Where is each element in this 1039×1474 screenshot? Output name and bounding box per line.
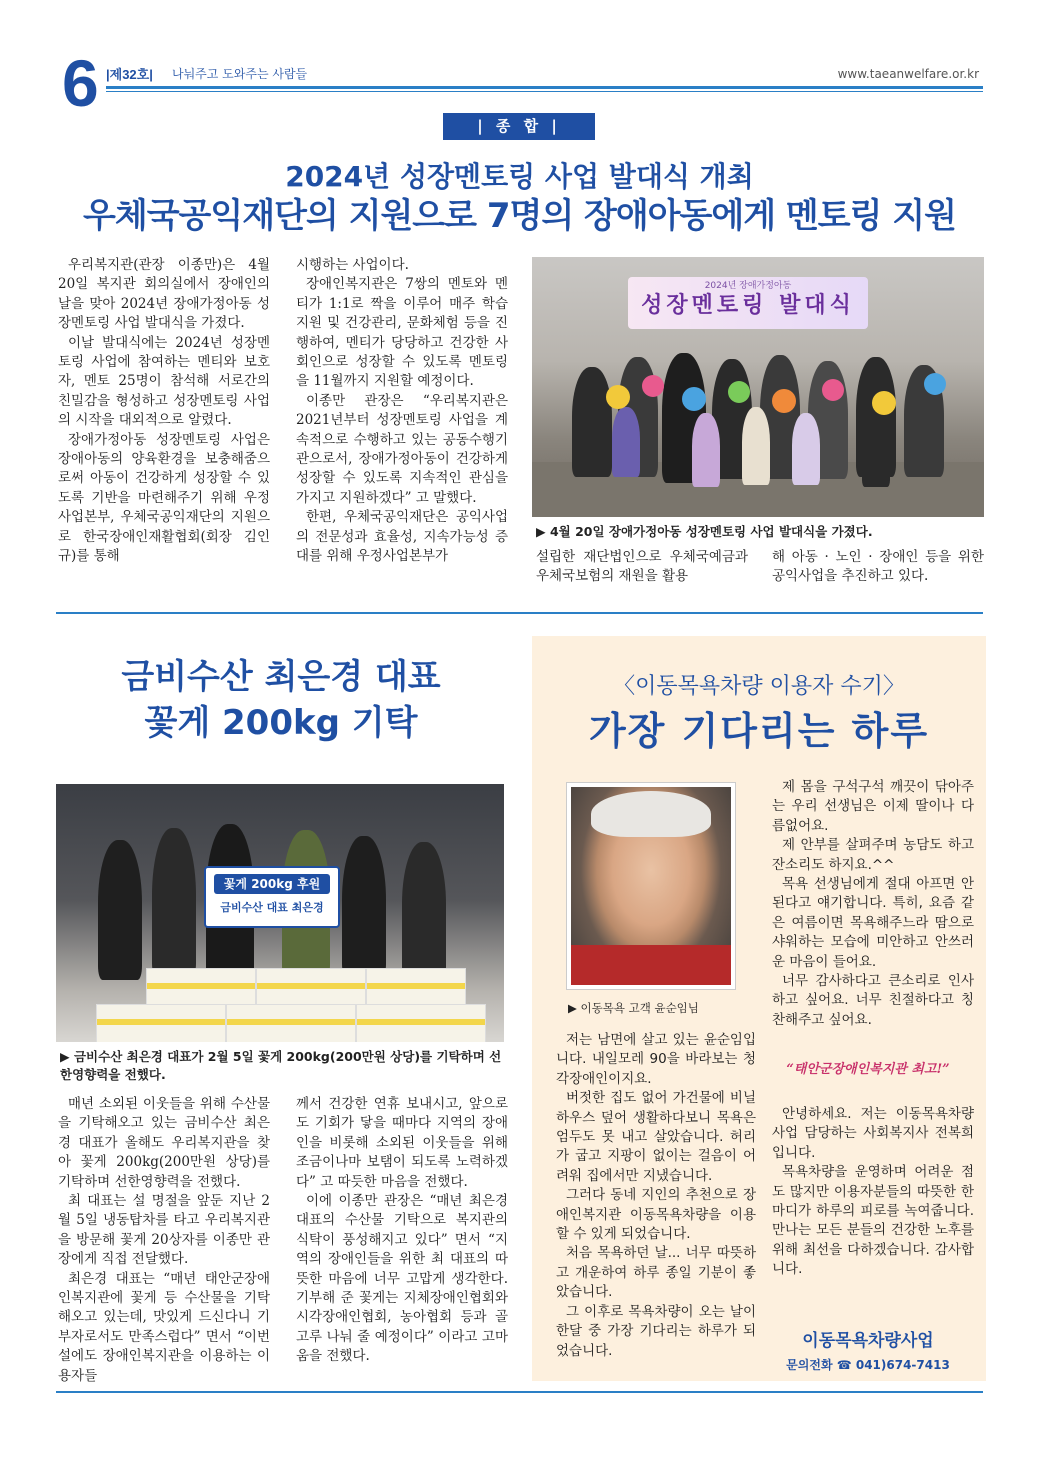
sidebar-right-column (772, 778, 974, 1030)
balloon (728, 381, 750, 403)
child-figure (612, 407, 640, 477)
page-number: 6 (62, 46, 99, 120)
styrofoam-box (356, 1004, 486, 1042)
balloon (924, 373, 946, 395)
banner-title: 성장멘토링 발대식 (641, 293, 855, 318)
issue-number: |제32호| (106, 67, 153, 82)
paragraph: 저는 남면에 살고 있는 윤순임입니다. 내일모레 90을 바라보는 청각장애인이지요. (556, 1032, 756, 1087)
article1-title: 우체국공익재단의 지원으로 7명의 장애아동에게 멘토링 지원 (83, 196, 956, 236)
paragraph: 목욕 선생님에게 절대 아프면 안 된다고 얘기합니다. 특히, 요즘 같은 여름이면 목욕해주느라 땀으로 샤워하는 모습에 미안하고 안쓰러운 마음이 들어요. (772, 876, 974, 970)
sign-line-1: 꽃게 200kg 후원 (214, 874, 330, 894)
donation-photo (56, 784, 504, 1042)
styrofoam-box (96, 1004, 226, 1042)
article2-column-1 (58, 1095, 270, 1386)
paragraph: 너무 감사하다고 큰소리로 인사하고 싶어요. 너무 친절하다고 칭찬해주고 싶어요. (772, 973, 974, 1028)
person-figure (152, 828, 196, 978)
person-figure (342, 836, 386, 978)
article2-title-line2: 꽃게 200kg 기탁 (144, 702, 418, 743)
article1-column-3: 설립한 재단법인으로 우체국예금과 우체국보험의 재원을 활용 (536, 549, 748, 585)
paragraph: 최 대표는 설 명절을 앞둔 지난 2월 5일 냉동탑차를 타고 우리복지관을 방문해 꽃게 20상자를 이종만 관장에게 직접 전달했다. (58, 1193, 270, 1268)
balloon (872, 391, 896, 415)
paragraph: 장애가정아동 성장멘토링 사업은 장애아동의 양육환경을 보충해줌으로써 아동이 건강하게 성장할 수 있도록 기반을 마련해주기 위해 우정사업본부, 우체국공익재단의 지원으로 한국장애인재활협회(회장 김인규)를 통해 (58, 431, 270, 565)
portrait-image (571, 787, 731, 985)
sign-line-2: 금비수산 대표 최은경 (220, 901, 324, 914)
balloon (682, 387, 706, 411)
header-rule-thin (106, 91, 983, 92)
article2-title (56, 655, 506, 747)
paragraph: 목욕차량을 운영하며 어려운 점도 많지만 이용자분들의 따뜻한 한마디가 하루의 피로를 녹여줍니다. 만나는 모든 분들의 건강한 노후를 위해 최선을 다하겠습니다. 감사합니다. (772, 1164, 974, 1278)
balloon (606, 385, 630, 409)
child-figure (862, 417, 890, 487)
business-name: 이동목욕차량사업 (802, 1331, 934, 1351)
paragraph: 최은경 대표는 “매년 태안군장애인복지관에 꽃게 등 수산물을 기탁해오고 있는데, 맛있게 드신다니 기부자로서도 만족스럽다” 면서 “이번 설에도 장애인복지관을 이용하는 이용자들 (58, 1270, 270, 1384)
section-divider (56, 612, 983, 614)
paragraph: 버젓한 집도 없어 가건물에 비닐하우스 덮어 생활하다보니 목욕은 엄두도 못 내고 살았습니다. 허리가 굽고 지팡이 없이는 걸음이 어려워 집에서만 지냈습니다. (556, 1090, 756, 1184)
article1-subtitle: 2024년 성장멘토링 사업 발대식 개최 (285, 160, 754, 193)
article2-column-2 (296, 1095, 508, 1367)
styrofoam-box (366, 968, 466, 1008)
article2-title-line1: 금비수산 최은경 대표 (121, 657, 441, 697)
balloon (642, 375, 664, 397)
paragraph: 께서 건강한 연휴 보내시고, 앞으로도 기회가 닿을 때마다 지역의 장애인을 비롯해 소외된 이웃들을 위해 조금이나마 보탬이 되도록 노력하겠다” 고 따듯한 마음을 전했다. (296, 1096, 508, 1190)
balloon (822, 379, 844, 401)
sidebar-subtitle: 〈이동목욕차량 이용자 수기〉 (613, 674, 905, 699)
portrait-shirt (571, 945, 731, 985)
website-url[interactable]: www.taeanwelfare.or.kr (837, 67, 979, 81)
paragraph: 이에 이종만 관장은 “매년 최은경 대표의 수산물 기탁으로 복지관의 식탁이 풍성해지고 있다” 면서 “지역의 장애인들을 위한 최 대표의 따뜻한 마음에 너무 고맙게 생각한다. 기부해 준 꽃게는 지체장애인협회와 시각장애인협회, 농아협회 등과 골고루 나눠 줄 예정이다” 이라고 고마움을 전했다. (296, 1193, 508, 1365)
person-figure (98, 840, 142, 980)
banner-small-text: 2024년 장애가정아동 (704, 281, 792, 291)
sidebar-title: 가장 기다리는 하루 (588, 709, 930, 753)
paragraph: 그러다 동네 지인의 추천으로 장애인복지관 이동목욕차량을 이용할 수 있게 되었습니다. (556, 1187, 756, 1243)
section-tag: | 종 합 | (443, 113, 595, 140)
styrofoam-box (256, 968, 366, 1008)
person-figure (572, 367, 612, 477)
child-figure (792, 413, 820, 485)
paragraph: 우리복지관(관장 이종만)은 4월 20일 복지관 회의실에서 장애인의 날을 맞아 2024년 장애가정아동 성장멘토링 사업 발대식을 가졌다. (58, 257, 270, 332)
child-figure (742, 407, 770, 485)
balloon (772, 389, 796, 413)
child-figure (692, 413, 720, 487)
paragraph: 매년 소외된 이웃들을 위해 수산물을 기탁해오고 있는 금비수산 최은경 대표가 올해도 우리복지관을 찾아 꽃게 200kg(200만원 상당)를 기탁하며 선한영향력을 전했다. (58, 1096, 270, 1190)
sidebar-staff-column (772, 1105, 974, 1280)
article1-column-1 (58, 256, 270, 567)
portrait-photo (566, 782, 736, 990)
ceremony-banner (628, 277, 868, 329)
portrait-hair (591, 791, 711, 837)
newsletter-slogan: 나눠주고 도와주는 사람들 (172, 67, 308, 81)
photo-caption: ▶ 4월 20일 장애가정아동 성장멘토링 사업 발대식을 가졌다. (536, 524, 873, 539)
portrait-caption: ▶ 이동목욕 고객 윤순임님 (568, 1001, 699, 1015)
paragraph: 이종만 관장은 “우리복지관은 2021년부터 성장멘토링 사업을 계속적으로 수행하고 있는 공동수행기관으로서, 장애가정아동이 건강하게 성장할 수 있도록 지속적인 관심을 가지고 지원하겠다” 고 말했다. (296, 392, 508, 506)
paragraph: 한편, 우체국공익재단은 공익사업의 전문성과 효율성, 지속가능성 증대를 위해 우정사업본부가 (296, 509, 508, 565)
paragraph: 이날 발대식에는 2024년 성장멘토링 사업에 참여하는 멘티와 보호자, 멘토 25명이 참석해 서로간의 친밀감을 형성하고 성장멘토링 사업의 시작을 대외적으로 알렸다. (58, 334, 270, 429)
paragraph: 시행하는 사업이다. (296, 257, 409, 273)
sidebar-left-column (556, 1031, 756, 1361)
header-rule (106, 86, 983, 89)
paragraph: 제 안부를 살펴주며 농담도 하고 잔소리도 하지요.^^ (772, 837, 974, 873)
paragraph: 그 이후로 목욕차량이 오는 날이 한달 중 가장 기다리는 하루가 되었습니다. (556, 1303, 756, 1359)
paragraph: 안녕하세요. 저는 이동목욕차량사업 담당하는 사회복지사 전복희입니다. (772, 1106, 974, 1161)
paragraph: 처음 목욕하던 날... 너무 따뜻하고 개운하여 하루 종일 기분이 좋았습니다. (556, 1245, 756, 1301)
footer-rule (56, 1391, 983, 1393)
paragraph: 장애인복지관은 7쌍의 멘토와 멘티가 1:1로 짝을 이루어 매주 학습지원 및 건강관리, 문화체험 등을 진행하여, 멘티가 당당하고 건강한 사회인으로 성장할 수 있도록 멘토링을 11월까지 지원할 예정이다. (296, 276, 508, 390)
paragraph: 제 몸을 구석구석 깨끗이 닦아주는 우리 선생님은 이제 딸이나 다름없어요. (772, 779, 974, 834)
donation-sign (204, 866, 340, 928)
article1-column-4: 해 아동 · 노인 · 장애인 등을 위한 공익사업을 추진하고 있다. (772, 549, 984, 585)
styrofoam-box (146, 968, 256, 1008)
article1-column-2 (296, 256, 508, 567)
mentoring-ceremony-photo (532, 257, 984, 517)
person-figure (402, 842, 446, 980)
contact-phone[interactable]: 문의전화 ☎ 041)674-7413 (786, 1358, 950, 1372)
sidebar-slogan: “태안군장애인복지관 최고!” (786, 1062, 950, 1077)
styrofoam-box (226, 1004, 356, 1042)
photo-caption: ▶ 금비수산 최은경 대표가 2월 5일 꽃게 200kg(200만원 상당)를 기탁하며 선한영향력을 전했다. (60, 1049, 502, 1083)
